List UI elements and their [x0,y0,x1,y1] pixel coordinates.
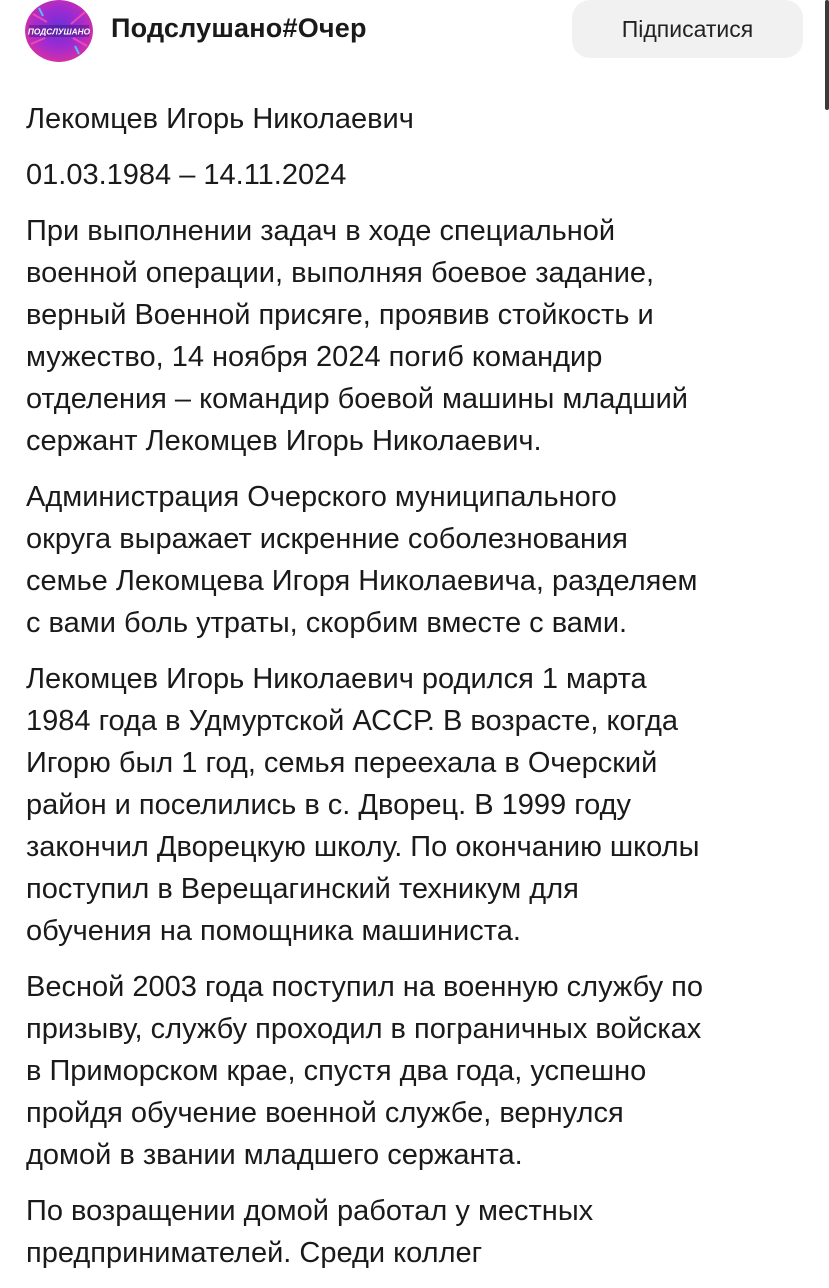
text-line: закончил Дворецкую школу. По окончанию школы [26,831,700,863]
post-paragraph [26,210,816,462]
text-line: район и поселились в с. Дворец. В 1999 году [26,789,632,821]
text-line: сержант Лекомцев Игорь Николаевич. [26,425,542,457]
avatar-label: ПОДСЛУШАНО [27,26,91,37]
channel-name[interactable]: Подслушано#Очер [111,13,367,43]
text-line: обучения на помощника машиниста. [26,915,521,947]
text-line: отделения – командир боевой машины младший [26,383,688,415]
post-paragraph [26,98,816,140]
scrollbar[interactable] [825,0,829,110]
post-paragraph [26,476,816,644]
text-line: Лекомцев Игорь Николаевич родился 1 марта [26,663,647,695]
post-paragraph [26,658,816,952]
text-line: верный Военной присяге, проявив стойкость и [26,299,654,331]
post-paragraph [26,1190,816,1274]
text-line: с вами боль утраты, скорбим вместе с вами. [26,607,628,639]
text-line: военной операции, выполняя боевое задание, [26,257,655,289]
post-text [26,98,816,1288]
text-line: Весной 2003 года поступил на военную службу по [26,971,704,1003]
subscribe-button[interactable]: Підписатися [572,0,803,58]
text-line: поступил в Верещагинский техникум для [26,873,579,905]
text-line: в Приморском крае, спустя два года, успешно [26,1055,647,1087]
channel-header [0,0,829,62]
text-line: 1984 года в Удмуртской АССР. В возрасте, когда [26,705,679,737]
text-line: Лекомцев Игорь Николаевич [26,103,414,135]
text-line: Игорю был 1 год, семья переехала в Очерский [26,747,658,779]
text-line: пройдя обучение военной службе, вернулся [26,1097,624,1129]
text-line: мужество, 14 ноября 2024 погиб командир [26,341,603,373]
text-line: По возращении домой работал у местных [26,1195,594,1227]
post-paragraph [26,966,816,1176]
text-line: предпринимателей. Среди коллег [26,1237,483,1269]
text-line: призыву, службу проходил в пограничных войсках [26,1013,702,1045]
text-line: округа выражает искренние соболезнования [26,523,628,555]
text-line: Администрация Очерского муниципального [26,481,617,513]
post-paragraph [26,154,816,196]
avatar-logo-icon [25,0,93,62]
text-line: семье Лекомцева Игоря Николаевича, разделяем [26,565,698,597]
text-line: При выполнении задач в ходе специальной [26,215,616,247]
channel-avatar[interactable] [25,0,93,62]
text-line: 01.03.1984 – 14.11.2024 [26,159,347,191]
text-line: домой в звании младшего сержанта. [26,1139,523,1171]
